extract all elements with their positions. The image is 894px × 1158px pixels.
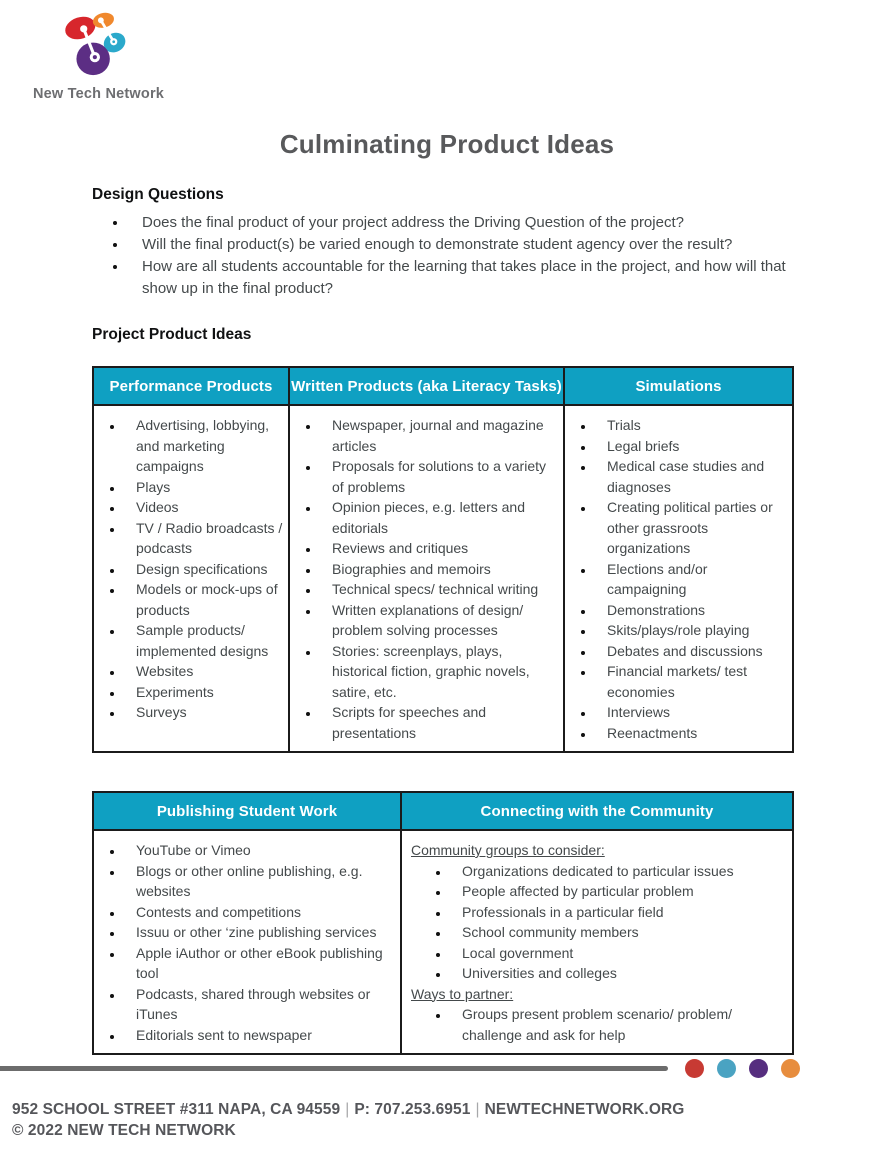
list-item: • Reviews and critiques (320, 538, 559, 559)
list-item: • Biographies and memoirs (320, 559, 559, 580)
performance-products-header: Performance Products (93, 367, 289, 405)
list-item: • Universities and colleges (450, 963, 788, 984)
list-item: • Podcasts, shared through websites or iTunes (124, 984, 396, 1025)
footer-dot-teal (717, 1059, 736, 1078)
list-item: • Proposals for solutions to a variety of problems (320, 456, 559, 497)
publishing-student-work-cell (93, 830, 401, 1054)
list-item: • Issuu or other ‘zine publishing services (124, 922, 396, 943)
publishing-student-work-header: Publishing Student Work (93, 792, 401, 830)
table-header-row (93, 367, 793, 405)
list-item: • Experiments (124, 682, 284, 703)
list-item: • Apple iAuthor or other eBook publishing tool (124, 943, 396, 984)
project-product-ideas-table (92, 366, 794, 753)
list-item: • TV / Radio broadcasts / podcasts (124, 518, 284, 559)
list-item: • Written explanations of design/ problem solving processes (320, 600, 559, 641)
list-item: • Interviews (595, 702, 788, 723)
list-item: • Videos (124, 497, 284, 518)
simulations-header: Simulations (564, 367, 793, 405)
page-title: Culminating Product Ideas (279, 129, 615, 159)
list-item: • Contests and competitions (124, 902, 396, 923)
list-item: • Plays (124, 477, 284, 498)
list-item: • How are all students accountable for the learning that takes place in the project, and how will that show up in the final product? (128, 256, 792, 300)
list-item: • Demonstrations (595, 600, 788, 621)
simulations-cell (564, 405, 793, 752)
connecting-community-header: Connecting with the Community (401, 792, 793, 830)
table-body-row (93, 830, 793, 1054)
list-item: • Financial markets/ test economies (595, 661, 788, 702)
list-item: • Local government (450, 943, 788, 964)
list-item: • Professionals in a particular field (450, 902, 788, 923)
list-item: • People affected by particular problem (450, 881, 788, 902)
list-item: • Reenactments (595, 723, 788, 744)
community-groups-subheading: Community groups to consider: (411, 842, 605, 858)
list-item: • Blogs or other online publishing, e.g. websites (124, 861, 396, 902)
table-header-row (93, 792, 793, 830)
brand-block (0, 0, 894, 102)
page-footer (0, 1057, 894, 1140)
footer-phone: P: 707.253.6951 (354, 1101, 471, 1118)
list-item: • Surveys (124, 702, 284, 723)
list-item: • Organizations dedicated to particular issues (450, 861, 788, 882)
brand-name: New Tech Network (33, 86, 165, 102)
list-item: • Elections and/or campaigning (595, 559, 788, 600)
list-item: • Websites (124, 661, 284, 682)
performance-products-list (98, 415, 284, 723)
community-groups-list (406, 861, 788, 984)
list-item: • Creating political parties or other grassroots organizations (595, 497, 788, 559)
simulations-list (569, 415, 788, 743)
ways-to-partner-subheading: Ways to partner: (411, 985, 514, 1002)
connecting-community-cell (401, 830, 793, 1054)
project-product-ideas-heading: Project Product Ideas (92, 326, 252, 343)
footer-dot-purple (749, 1059, 768, 1078)
ways-to-partner-list (406, 1004, 788, 1045)
footer-rule-row (0, 1057, 894, 1079)
written-products-list (294, 415, 559, 743)
list-item: • Opinion pieces, e.g. letters and editorials (320, 497, 559, 538)
table-body-row (93, 405, 793, 752)
written-products-header: Written Products (aka Literacy Tasks) (289, 367, 564, 405)
list-item: • Newspaper, journal and magazine articles (320, 415, 559, 456)
design-questions-list (92, 212, 792, 300)
list-item: • Medical case studies and diagnoses (595, 456, 788, 497)
list-item: • Scripts for speeches and presentations (320, 702, 559, 743)
list-item: • Models or mock-ups of products (124, 579, 284, 620)
footer-address: 952 SCHOOL STREET #311 NAPA, CA 94559 (12, 1101, 341, 1118)
content-column (92, 186, 792, 1055)
footer-dot-red (685, 1059, 704, 1078)
list-item: • Stories: screenplays, plays, historical fiction, graphic novels, satire, etc. (320, 641, 559, 703)
list-item: • Groups present problem scenario/ problem/ challenge and ask for help (450, 1004, 788, 1045)
list-item: • Advertising, lobbying, and marketing campaigns (124, 415, 284, 477)
footer-dot-orange (781, 1059, 800, 1078)
footer-website: NEWTECHNETWORK.ORG (484, 1101, 685, 1118)
list-item: • YouTube or Vimeo (124, 840, 396, 861)
footer-separator: | (475, 1101, 480, 1118)
design-questions-heading: Design Questions (92, 186, 224, 203)
list-item: • Legal briefs (595, 436, 788, 457)
performance-products-cell (93, 405, 289, 752)
publishing-list (98, 840, 396, 1045)
list-item: • Debates and discussions (595, 641, 788, 662)
list-item: • Technical specs/ technical writing (320, 579, 559, 600)
list-item: • School community members (450, 922, 788, 943)
list-item: • Skits/plays/role playing (595, 620, 788, 641)
footer-divider (0, 1066, 668, 1071)
written-products-cell (289, 405, 564, 752)
list-item: • Will the final product(s) be varied enough to demonstrate student agency over the result? (128, 234, 792, 256)
list-item: • Editorials sent to newspaper (124, 1025, 396, 1046)
publishing-community-table (92, 791, 794, 1055)
footer-copyright: © 2022 NEW TECH NETWORK (12, 1122, 236, 1139)
list-item: • Design specifications (124, 559, 284, 580)
list-item: • Does the final product of your project address the Driving Question of the project? (128, 212, 792, 234)
list-item: • Trials (595, 415, 788, 436)
new-tech-network-logo-icon (57, 10, 143, 82)
list-item: • Sample products/ implemented designs (124, 620, 284, 661)
footer-address-line (12, 1101, 894, 1119)
footer-separator: | (345, 1101, 350, 1118)
